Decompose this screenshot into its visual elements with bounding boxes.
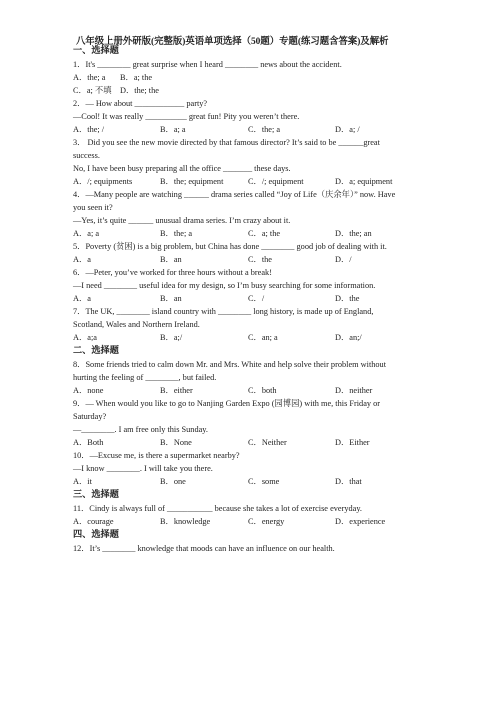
option-b: B．knowledge	[160, 517, 211, 526]
option-a: A．Both	[73, 438, 104, 447]
question-4-line-3: —Yes, it’s quite ______ unusual drama series. I’m crazy about it.	[73, 216, 291, 225]
question-7-line-2: Scotland, Wales and Northern Ireland.	[73, 320, 200, 329]
option-a: A．a;a	[73, 333, 97, 342]
option-a: A．none	[73, 386, 104, 395]
option-c: C．the; a	[248, 125, 281, 134]
option-c: C．Neither	[248, 438, 287, 447]
option-c: C．/	[248, 294, 265, 303]
question-9-stem: 9．— When would you like to go to Nanjing Garden Expo (园博园) with me, this Friday or	[73, 399, 381, 408]
option-c: C．an; a	[248, 333, 278, 342]
option-c: C．the	[248, 255, 272, 264]
option-a: A．courage	[73, 517, 114, 526]
option-b: B．the; a	[160, 229, 193, 238]
option-d: D．Either	[335, 438, 370, 447]
question-7-stem: 7．The UK, ________ island country with ________ long history, is made up of England,	[73, 307, 374, 316]
option-a: A．the; /	[73, 125, 105, 134]
question-4-line-2: you seen it?	[73, 203, 113, 212]
option-b: B．one	[160, 477, 186, 486]
question-10-line-2: —I know ________. I will take you there.	[73, 464, 213, 473]
option-b: B．a; the	[120, 73, 153, 82]
section-heading-4: 四、选择题	[73, 529, 119, 539]
option-b: B．an	[160, 255, 182, 264]
section-heading-1: 一、选择题	[73, 45, 119, 55]
option-a: A．it	[73, 477, 92, 486]
option-b: B．an	[160, 294, 182, 303]
question-9-line-2: Saturday?	[73, 412, 107, 421]
option-d: D．the; an	[335, 229, 372, 238]
section-heading-2: 二、选择题	[73, 345, 119, 355]
option-a: A．the; a	[73, 73, 106, 82]
question-1-stem: 1．It's ________ great surprise when I heard ________ news about the accident.	[73, 60, 342, 69]
option-a: A．/; equipments	[73, 177, 133, 186]
option-d: D．the	[335, 294, 360, 303]
question-4-stem: 4．—Many people are watching ______ drama series called “Joy of Life（庆余年）” now. Have	[73, 190, 396, 199]
option-c: C．energy	[248, 517, 285, 526]
question-9-line-3: —________. I am free only this Sunday.	[73, 425, 208, 434]
option-b: B．None	[160, 438, 192, 447]
question-5-stem: 5．Poverty (贫困) is a big problem, but China has done ________ good job of dealing with it.	[73, 242, 387, 251]
question-3-line-3: No, I have been busy preparing all the office _______ these days.	[73, 164, 291, 173]
option-a: A．a	[73, 294, 91, 303]
option-c: C．some	[248, 477, 280, 486]
question-10-stem: 10．—Excuse me, is there a supermarket nearby?	[73, 451, 240, 460]
option-d: D．a; /	[335, 125, 360, 134]
option-b: B．a;/	[160, 333, 183, 342]
question-3-stem: 3． Did you see the new movie directed by that famous director? It’s said to be ______great	[73, 138, 380, 147]
option-c: C．a; the	[248, 229, 281, 238]
option-b: B．either	[160, 386, 193, 395]
option-c: C．both	[248, 386, 277, 395]
question-2-line-2: —Cool! It was really __________ great fun! Pity you weren’t there.	[73, 112, 300, 121]
document-title: 八年级上册外研版(完整版)英语单项选择（50题）专题(练习题含答案)及解析	[76, 37, 389, 47]
option-d: D．the; the	[120, 86, 159, 95]
question-12-stem: 12．It’s ________ knowledge that moods can have an influence on our health.	[73, 544, 335, 553]
option-d: D．experience	[335, 517, 386, 526]
option-b: B．the; equipment	[160, 177, 224, 186]
question-2-stem: 2．— How about ____________ party?	[73, 99, 208, 108]
option-d: D．an;/	[335, 333, 362, 342]
question-8-stem: 8．Some friends tried to calm down Mr. and Mrs. White and help solve their problem without	[73, 360, 387, 369]
question-11-stem: 11．Cindy is always full of ___________ because she takes a lot of exercise everyday.	[73, 504, 363, 513]
question-6-stem: 6．—Peter, you’ve worked for three hours without a break!	[73, 268, 272, 277]
option-c: C．a; 不填	[73, 86, 112, 95]
option-d: D．a; equipment	[335, 177, 393, 186]
option-a: A．a	[73, 255, 91, 264]
option-d: D．neither	[335, 386, 373, 395]
option-c: C．/; equipment	[248, 177, 304, 186]
question-3-line-2: success.	[73, 151, 100, 160]
question-6-line-2: —I need ________ useful idea for my design, so I’m busy searching for some information.	[73, 281, 376, 290]
option-d: D．/	[335, 255, 352, 264]
question-8-line-2: hurting the feeling of ________, but failed.	[73, 373, 217, 382]
option-d: D．that	[335, 477, 362, 486]
section-heading-3: 三、选择题	[73, 489, 119, 499]
option-a: A．a; a	[73, 229, 100, 238]
option-b: B．a; a	[160, 125, 186, 134]
